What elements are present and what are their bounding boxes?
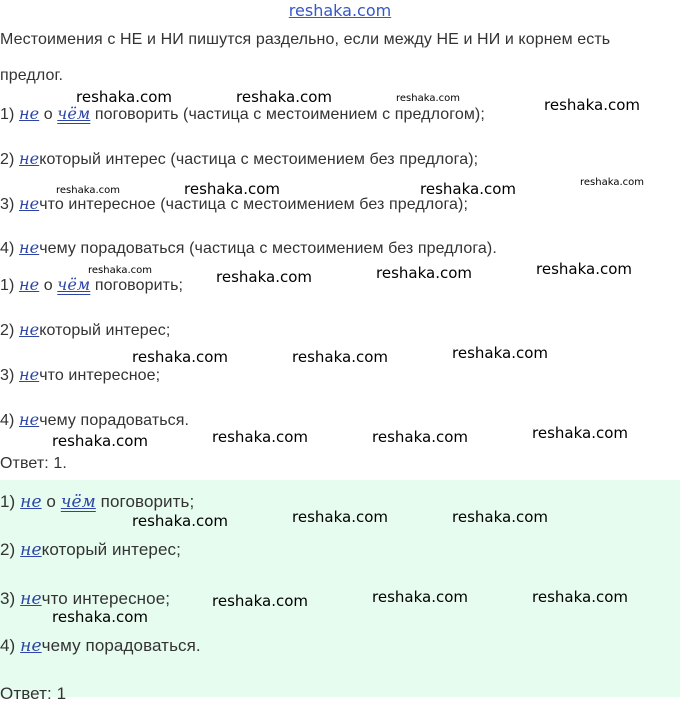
item-rest: поговорить (частица с местоимением с предлогом); (90, 106, 485, 123)
item-rest: чему порадоваться (частица с местоимением без предлога). (39, 240, 497, 257)
box-item-1 (0, 492, 194, 512)
watermark: reshaka.com (52, 432, 148, 450)
item-number: 1) (0, 277, 19, 294)
item-rest: чему порадоваться. (41, 636, 201, 655)
watermark: reshaka.com (532, 588, 628, 606)
pronoun-chem: чём (60, 492, 96, 512)
particle-ne: не (18, 320, 40, 339)
short-item-3 (0, 365, 160, 385)
watermark: reshaka.com (580, 177, 644, 188)
item-preposition: о (39, 277, 58, 294)
box-item-4 (0, 636, 201, 656)
particle-ne: не (20, 636, 42, 656)
watermark: reshaka.com (212, 428, 308, 446)
item-rest: поговорить; (95, 492, 195, 511)
item-number: 4) (0, 240, 19, 257)
box-answer-text: Ответ: 1 (0, 684, 67, 703)
pronoun-chem: чём (57, 275, 91, 294)
item-preposition: о (41, 492, 61, 511)
item-rest: который интерес; (39, 322, 171, 339)
explained-item-2 (0, 149, 478, 169)
watermark: reshaka.com (544, 96, 640, 114)
explained-item-4 (0, 238, 497, 258)
watermark: reshaka.com (56, 185, 120, 196)
watermark: reshaka.com (132, 512, 228, 530)
item-number: 2) (0, 540, 21, 559)
item-rest: чему порадоваться. (39, 412, 190, 429)
item-number: 3) (0, 196, 19, 213)
watermark: reshaka.com (88, 265, 152, 276)
site-header-link[interactable]: reshaka.com (288, 1, 392, 20)
particle-ne: не (20, 492, 42, 512)
watermark: reshaka.com (376, 264, 472, 282)
particle-ne: не (18, 194, 40, 213)
item-rest: что интересное (частица с местоимением без предлога); (39, 196, 469, 213)
particle-ne: не (18, 365, 40, 384)
watermark: reshaka.com (212, 592, 308, 610)
watermark: reshaka.com (536, 260, 632, 278)
watermark: reshaka.com (184, 180, 280, 198)
short-item-1 (0, 275, 183, 295)
box-item-2 (0, 540, 181, 560)
watermark: reshaka.com (216, 268, 312, 286)
particle-ne: не (18, 149, 40, 168)
item-number: 4) (0, 412, 19, 429)
item-rest: что интересное; (39, 367, 161, 384)
particle-ne: не (18, 238, 40, 257)
rule-text-line-2: предлог. (0, 67, 63, 84)
watermark: reshaka.com (420, 180, 516, 198)
item-rest: что интересное; (41, 589, 171, 608)
particle-ne: не (18, 275, 40, 294)
item-number: 1) (0, 492, 21, 511)
rule-text-line-1: Местоимения с НЕ и НИ пишутся раздельно, если между НЕ и НИ и корнем есть (0, 31, 611, 48)
answer-text: Ответ: 1. (0, 455, 67, 472)
watermark: reshaka.com (132, 348, 228, 366)
watermark: reshaka.com (52, 608, 148, 626)
item-rest: который интерес; (41, 540, 181, 559)
item-number: 3) (0, 589, 21, 608)
short-item-2 (0, 320, 170, 340)
item-rest: поговорить; (90, 277, 184, 294)
watermark: reshaka.com (292, 348, 388, 366)
watermark: reshaka.com (292, 508, 388, 526)
item-number: 1) (0, 106, 19, 123)
item-preposition: о (39, 106, 58, 123)
particle-ne: не (18, 104, 40, 123)
watermark: reshaka.com (372, 428, 468, 446)
box-item-3 (0, 589, 170, 609)
short-item-4 (0, 410, 189, 430)
item-number: 3) (0, 367, 19, 384)
watermark: reshaka.com (532, 424, 628, 442)
watermark: reshaka.com (452, 344, 548, 362)
watermark: reshaka.com (372, 588, 468, 606)
item-rest: который интерес (частица с местоимением без предлога); (39, 151, 479, 168)
watermark: reshaka.com (76, 88, 172, 106)
watermark: reshaka.com (236, 88, 332, 106)
item-number: 4) (0, 636, 21, 655)
pronoun-chem: чём (57, 104, 91, 123)
item-number: 2) (0, 322, 19, 339)
particle-ne: не (18, 410, 40, 429)
item-number: 2) (0, 151, 19, 168)
particle-ne: не (20, 540, 42, 560)
particle-ne: не (20, 589, 42, 609)
watermark: reshaka.com (396, 93, 460, 104)
explained-item-1 (0, 104, 485, 124)
watermark: reshaka.com (452, 508, 548, 526)
